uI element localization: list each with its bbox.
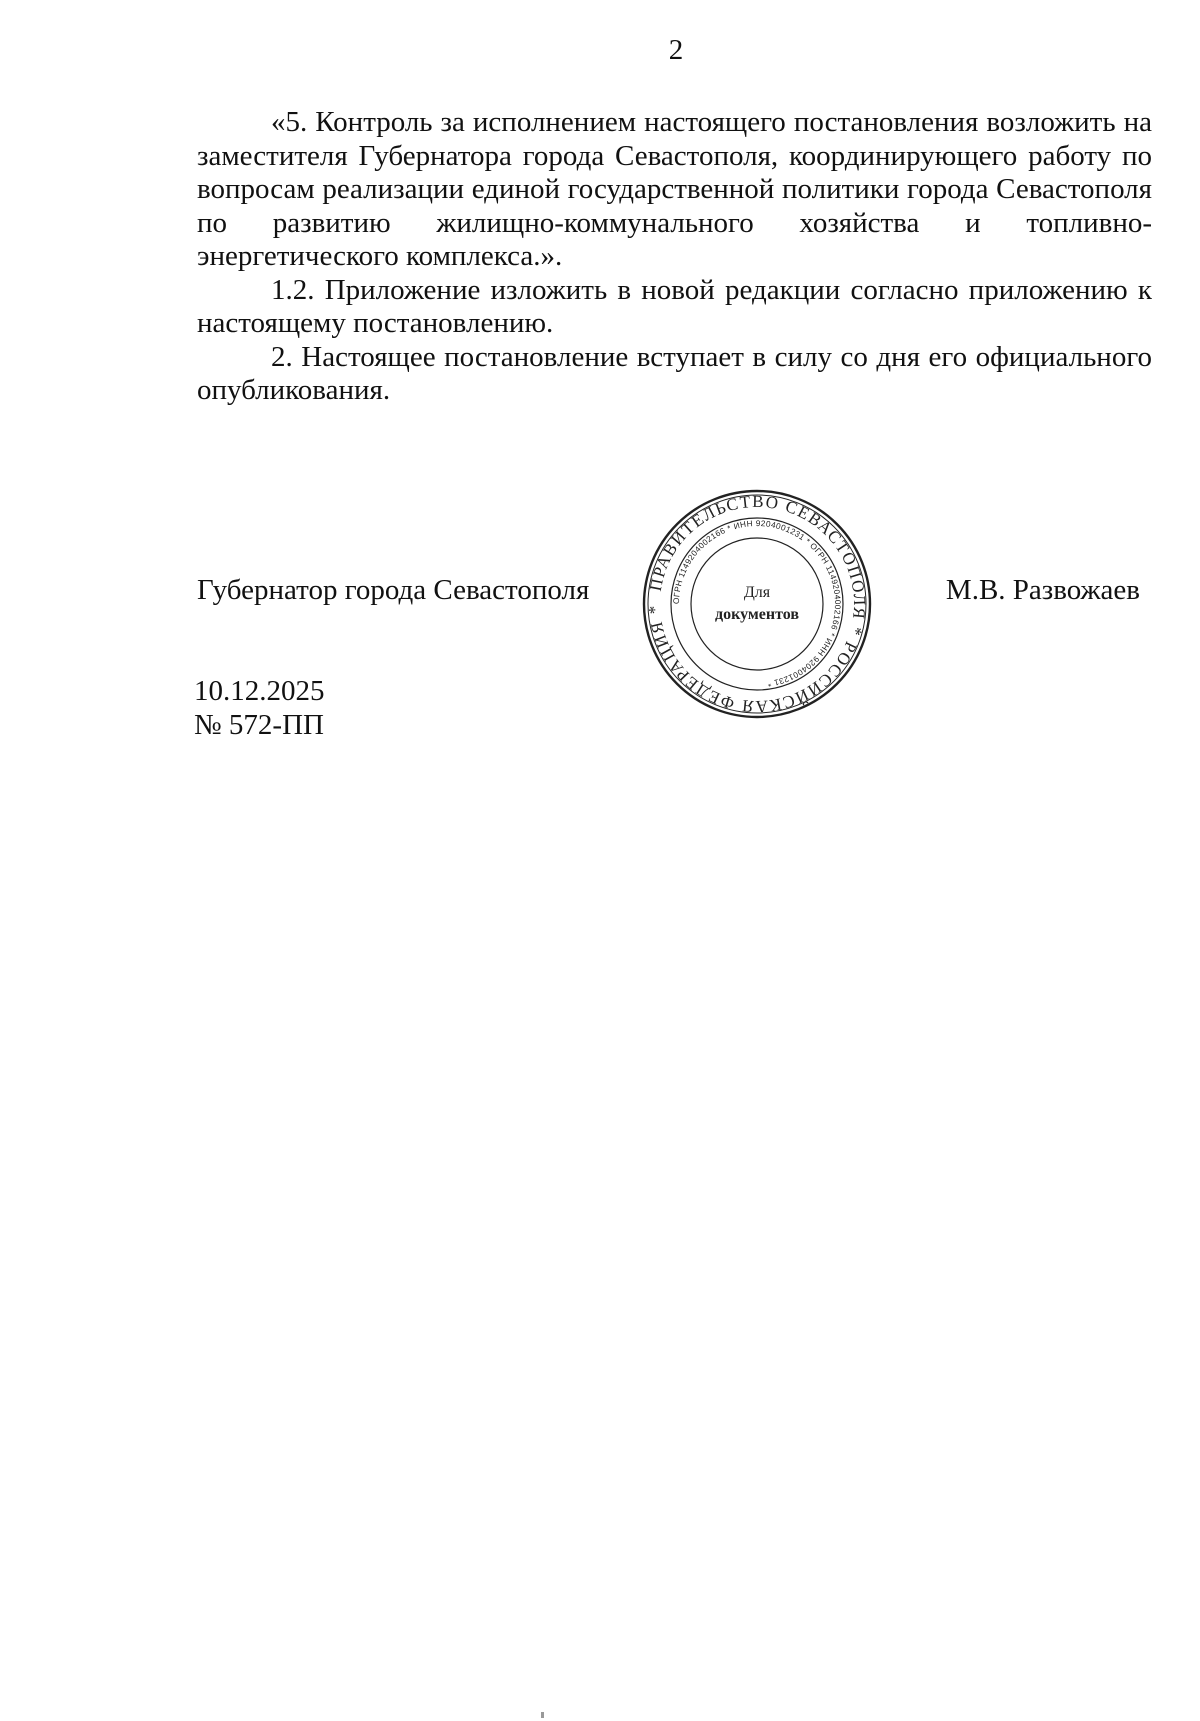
scan-artifact-mark xyxy=(541,1712,544,1718)
paragraph-control-clause: «5. Контроль за исполнением настоящего постановления возложить на заместителя Губернатора города Севастополя, координирующего работу по вопросам реализации единой государственной политики города Севастополя по развитию жилищно-коммунального хозяйства и топливно-энергетического комплекса.». xyxy=(197,106,1152,272)
seal-middle-ring xyxy=(671,518,843,690)
seal-center-line2: документов xyxy=(715,606,799,623)
paragraph-appendix-clause: 1.2. Приложение изложить в новой редакции согласно приложению к настоящему постановлению. xyxy=(197,273,1152,339)
page-number: 2 xyxy=(668,34,684,66)
signer-name: М.В. Развожаев xyxy=(945,574,1140,606)
seal-outer-text: ПРАВИТЕЛЬСТВО СЕВАСТОПОЛЯ * РОССИЙСКАЯ ФЕДЕРАЦИЯ * xyxy=(644,491,870,717)
signer-title: Губернатор города Севастополя xyxy=(197,574,590,606)
document-date: 10.12.2025 xyxy=(194,675,325,707)
document-number: № 572-ПП xyxy=(194,709,324,741)
seal-center-line1: Для xyxy=(743,584,771,601)
paragraph-effective-date-clause: 2. Настоящее постановление вступает в силу со дня его официального опубликования. xyxy=(197,340,1152,406)
document-date-number xyxy=(194,674,325,742)
official-seal-stamp xyxy=(640,487,874,721)
seal-inner-ring xyxy=(691,538,823,670)
document-body xyxy=(197,106,1152,408)
seal-inner-text: ОГРН 1149204002166 * ИНН 9204001231 * ОГРН 1149204002166 * ИНН 9204001231 * xyxy=(671,518,843,689)
